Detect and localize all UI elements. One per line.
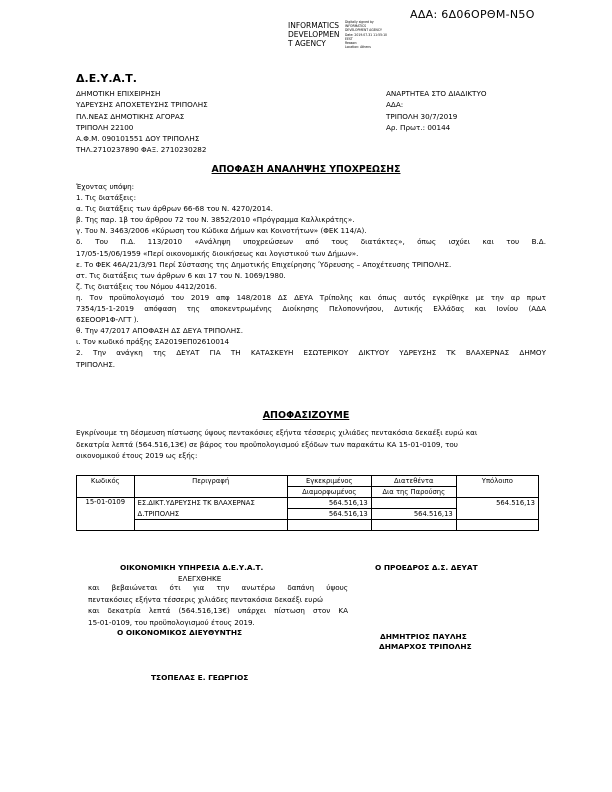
subheader-code: [77, 487, 135, 498]
body-line: η. Τον προϋπολογισμό του 2019 απφ 148/2018 ΔΣ ΔΕΥΑ Τρίπολης και όπως αυτός εγκρίθηκε με την αρ πρωτ: [76, 292, 546, 302]
body-line: α. Τις διατάξεις των άρθρων 66-68 του Ν. 4270/2014.: [76, 204, 273, 214]
body-line: ι. Τον κωδικό πράξης ΣΑ2019ΕΠ02610014: [76, 337, 230, 347]
checked-label: ΕΛΕΓΧΘΗΚΕ: [178, 574, 222, 583]
decision-heading: ΑΠΟΦΑΣΙΖΟΥΜΕ: [262, 410, 350, 421]
cell-remaining-empty: [456, 509, 538, 520]
body-line: ΤΡΙΠΟΛΗΣ.: [76, 359, 116, 369]
issuer-line: ΥΔΡΕΥΣΗΣ ΑΠΟΧΕΤΕΥΣΗΣ ΤΡΙΠΟΛΗΣ: [76, 100, 208, 110]
financial-service-heading: ΟΙΚΟΝΟΜΙΚΗ ΥΠΗΡΕΣΙΑ Δ.Ε.Υ.Α.Τ.: [120, 563, 264, 572]
body-line: ε. Το ΦΕΚ 46Α/21/3/91 Περί Σύστασης της Δημοτικής Επιχείρησης Ύδρευσης – Αποχέτευσης ΤΡΙΠΟΛΗΣ.: [76, 259, 452, 269]
cell-description-line2: Δ.ΤΡΙΠΟΛΗΣ: [134, 509, 287, 520]
issuer-line: ΔΗΜΟΤΙΚΗ ΕΠΙΧΕΙΡΗΣΗ: [76, 89, 161, 98]
table-subheader-row: [77, 487, 539, 498]
signer-line: DEVELOPMEN: [288, 30, 340, 39]
organization-name: Δ.Ε.Υ.Α.Τ.: [76, 72, 137, 85]
body-line: 1. Τις διατάξεις:: [76, 193, 137, 203]
signature-detail-line: INFORMATICS: [345, 24, 367, 29]
signature-detail-line: EEST: [345, 36, 353, 41]
issuer-line: ΤΗΛ.2710237890 ΦΑΞ. 2710230282: [76, 145, 207, 155]
signature-detail-line: Location: Athens: [345, 45, 371, 50]
decision-line: Εγκρίνουμε τη δέσμευση πίστωσης ύψους πεντακόσιες εξήντα τέσσερις χιλιάδες πεντακόσια δεκαέξι ευρώ και: [76, 428, 478, 437]
certification-line: πεντακόσιες εξήντα τέσσερις χιλιάδες πεντακόσια δεκαέξι ευρώ: [88, 594, 324, 604]
cell-description-line1: ΕΣ.ΔΙΚΤ.ΥΔΡΕΥΣΗΣ ΤΚ ΒΛΑΧΕΡΝΑΣ: [134, 498, 287, 509]
subheader-approved: Διαμορφωμένος: [287, 487, 371, 498]
issuer-address: [76, 89, 208, 157]
ada-code: ΑΔΑ: 6Δ06ΟΡΘΜ-Ν5Ο: [410, 8, 535, 21]
issuer-line: ΠΛ.ΝΕΑΣ ΔΗΜΟΤΙΚΗΣ ΑΓΟΡΑΣ: [76, 111, 185, 121]
budget-table: [76, 475, 539, 531]
certification-line: 15-01-0109, του προϋπολογισμού έτους 2019.: [88, 617, 255, 627]
body-line: Έχοντας υπόψη:: [76, 182, 135, 191]
certification-line: και δεκατρία λεπτά (564.516,13€) υπάρχει πίστωση στον ΚΑ: [88, 606, 348, 616]
empty-cell: [77, 520, 135, 531]
header-allocated: Διατεθέντα: [371, 476, 456, 487]
table-row-empty: [77, 520, 539, 531]
subheader-allocated: Δια της Παρούσης: [371, 487, 456, 498]
subheader-remaining: [456, 487, 538, 498]
decision-line: οικονομικού έτους 2019 ως εξής:: [76, 451, 198, 461]
document-meta: [386, 89, 487, 134]
empty-cell: [456, 520, 538, 531]
considerations: [76, 182, 546, 371]
president-name: ΔΗΜΗΤΡΙΟΣ ΠΑΥΛΗΣ: [380, 632, 467, 641]
signature-detail-line: Digitally signed by: [345, 20, 374, 24]
president-role: ΔΗΜΑΡΧΟΣ ΤΡΙΠΟΛΗΣ: [379, 642, 472, 651]
cell-code: 15-01-0109: [77, 498, 135, 520]
signer-line: T AGENCY: [288, 39, 326, 48]
signer-line: INFORMATICS: [288, 21, 340, 30]
decision-line: δεκατρία λεπτά (564.516,13€) σε βάρος του προϋπολογισμού εξόδων των παρακάτω ΚΑ 15-01-0109, του: [76, 439, 458, 449]
meta-line: Αρ. Πρωτ.: 00144: [386, 122, 451, 132]
signature-detail-line: Date: 2019.07.31 11:55:10: [345, 32, 388, 37]
document-title: ΑΠΟΦΑΣΗ ΑΝΑΛΗΨΗΣ ΥΠΟΧΡΕΩΣΗΣ: [211, 164, 401, 175]
body-line: στ. Τις διατάξεις των άρθρων 6 και 17 του Ν. 1069/1980.: [76, 270, 286, 280]
body-line: 2. Την ανάγκη της ΔΕΥΑΤ ΓΙΑ ΤΗ ΚΑΤΑΣΚΕΥΗ ΕΣΩΤΕΡΙΚΟΥ ΔΙΚΤΥΟΥ ΥΔΡΕΥΣΗΣ ΤΚ ΒΛΑΧΕΡΝΑΣ ΔΗΜΟΥ: [76, 348, 546, 358]
meta-line: ΤΡΙΠΟΛΗ 30/7/2019: [386, 111, 458, 121]
body-line: β. Της παρ. 1β του άρθρου 72 του Ν. 3852/2010 «Πρόγραμμα Καλλικράτης».: [76, 215, 355, 225]
header-remaining: Υπόλοιπο: [456, 476, 538, 487]
cell-approved: 564.516,13: [287, 509, 371, 520]
issuer-line: Α.Φ.Μ. 090101551 ΔΟΥ ΤΡΙΠΟΛΗΣ: [76, 134, 200, 144]
header-description: Περιγραφή: [134, 476, 287, 487]
signer-logo-text: [288, 21, 340, 48]
empty-cell: [287, 520, 371, 531]
meta-line: ΑΝΑΡΤΗΤΕΑ ΣΤΟ ΔΙΑΔΙΚΤΥΟ: [386, 89, 487, 98]
table-header-row: [77, 476, 539, 487]
cell-allocated-empty: [371, 498, 456, 509]
cell-allocated: 564.516,13: [371, 509, 456, 520]
signature-detail-line: DEVELOPMENT AGENCY: [345, 28, 382, 33]
body-line: θ. Την 47/2017 ΑΠΟΦΑΣΗ ΔΣ ΔΕΥΑ ΤΡΙΠΟΛΗΣ.: [76, 326, 243, 336]
meta-line: ΑΔΑ:: [386, 100, 404, 110]
body-line: 7354/15-1-2019 απόφαση της αποκεντρωμένης Διοίκησης Πελοποννήσου, Δυτικής Ελλάδας και Ιονίου (ΑΔΑ: [76, 304, 546, 314]
certification-line: και βεβαιώνεται ότι για την ανωτέρω δαπάνη ύψους: [88, 583, 348, 592]
body-line: 17/05-15/06/1959 «Περί οικονομικής διοικήσεως και λογιστικού των Δήμων».: [76, 248, 359, 258]
body-line: 6ΣΕΟΟΡ1Φ-ΛΓΤ ).: [76, 315, 139, 325]
financial-director-title: Ο ΟΙΚΟΝΟΜΙΚΟΣ ΔΙΕΥΘΥΝΤΗΣ: [117, 628, 243, 637]
issuer-line: ΤΡΙΠΟΛΗ 22100: [76, 122, 134, 132]
financial-certification: [88, 583, 348, 629]
cell-remaining: 564.516,13: [456, 498, 538, 509]
cell-approved: 564.516,13: [287, 498, 371, 509]
president-heading: Ο ΠΡΟΕΔΡΟΣ Δ.Σ. ΔΕΥΑΤ: [375, 563, 478, 572]
financial-director-name: ΤΣΟΠΕΛΑΣ Ε. ΓΕΩΡΓΙΟΣ: [151, 673, 249, 682]
empty-cell: [371, 520, 456, 531]
subheader-description: [134, 487, 287, 498]
header-code: Κωδικός: [77, 476, 135, 487]
table-row: [77, 498, 539, 509]
empty-cell: [134, 520, 287, 531]
signature-detail-line: Reason:: [345, 41, 358, 46]
body-line: δ. Του Π.Δ. 113/2010 «Ανάληψη υποχρεώσεων από τους διατάκτες», όπως ισχύει και του Β.Δ.: [76, 237, 546, 247]
body-line: ζ. Τις διατάξεις του Νόμου 4412/2016.: [76, 281, 217, 291]
body-line: γ. Του Ν. 3463/2006 «Κύρωση του Κώδικα Δήμων και Κοινοτήτων» (ΦΕΚ 114/Α).: [76, 226, 367, 236]
digital-signature-details: [345, 20, 387, 49]
decision-text: [76, 428, 546, 463]
table-row: [77, 509, 539, 520]
header-approved: Εγκεκριμένος: [287, 476, 371, 487]
